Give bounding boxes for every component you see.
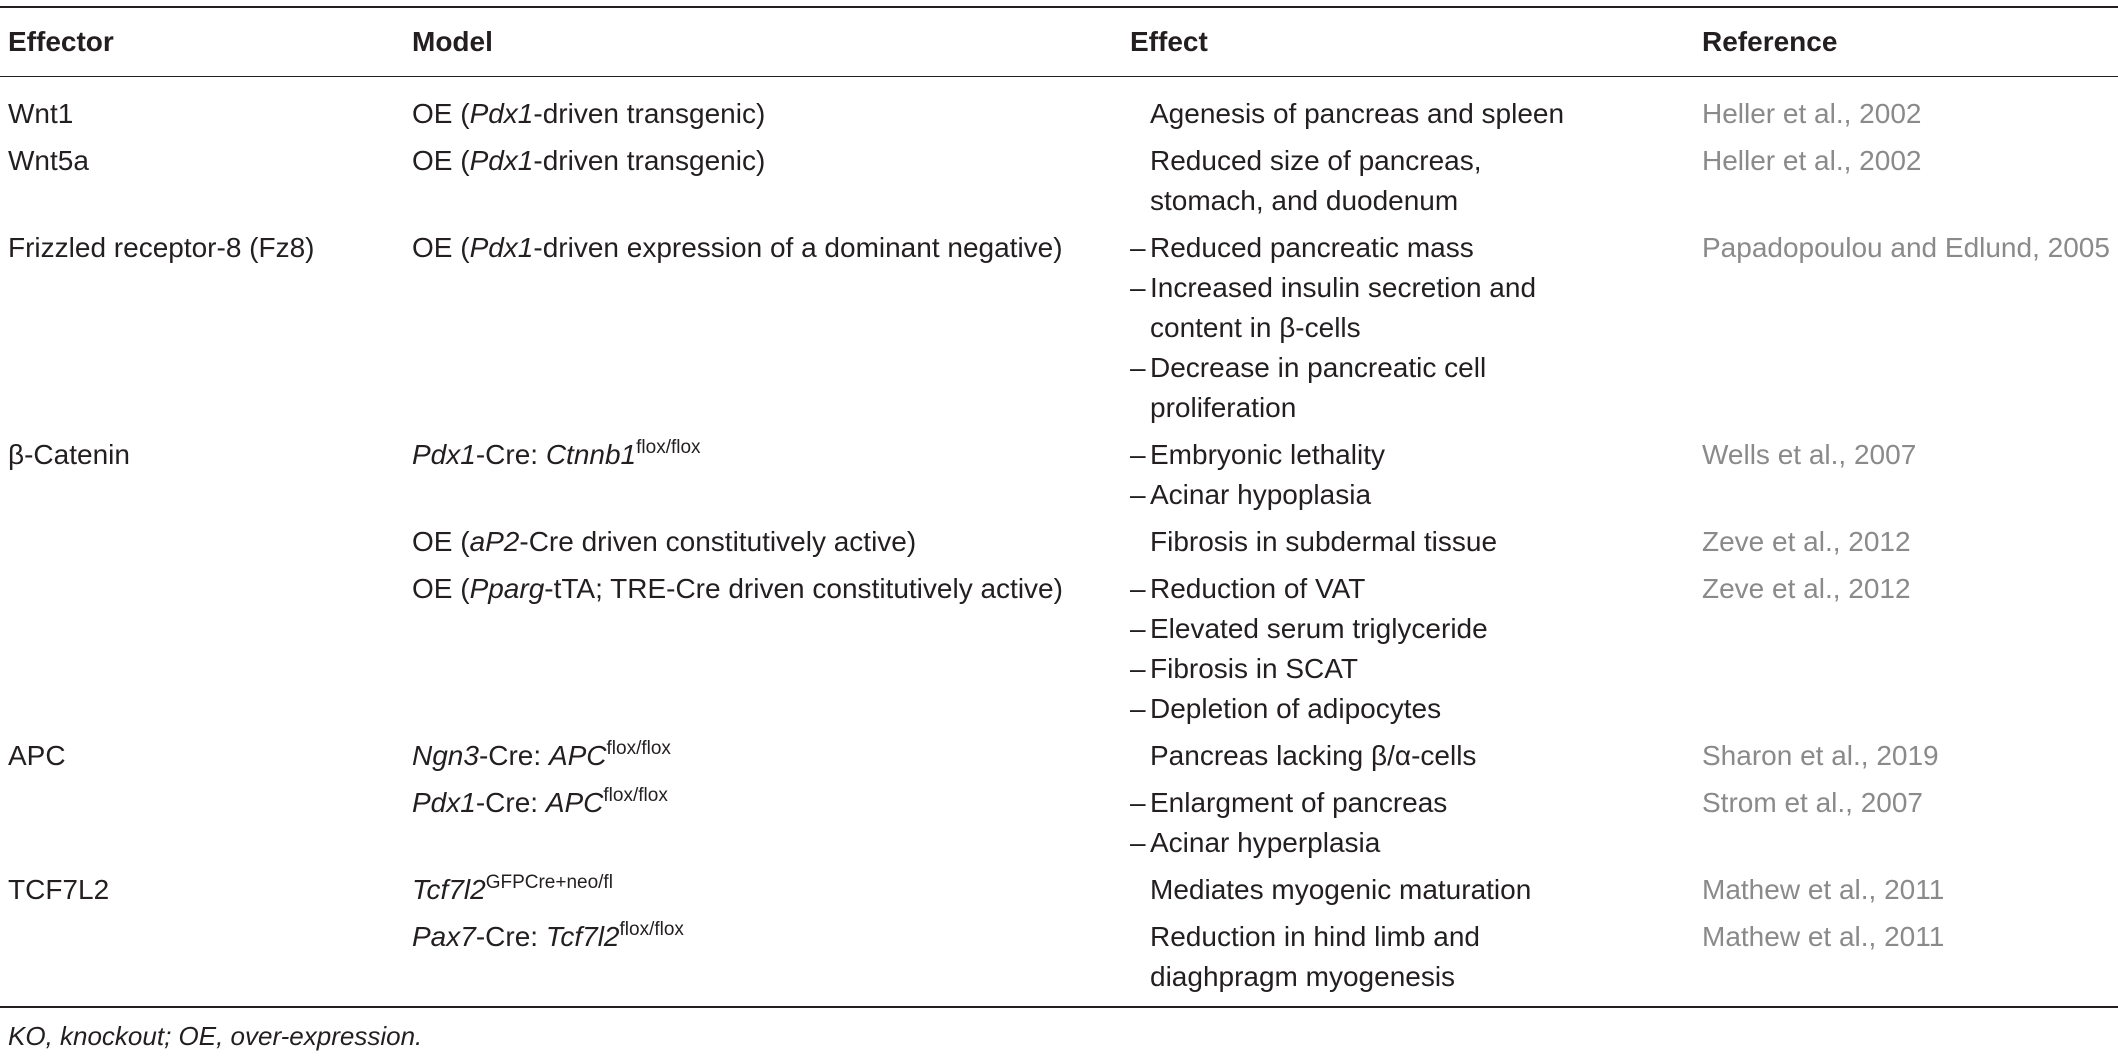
model-gene: Pdx1 (412, 439, 476, 470)
cell-effect (1122, 910, 1694, 1003)
effect-line: Pancreas lacking β/α-cells (1150, 740, 1477, 771)
effect-line: Embryonic lethality (1150, 439, 1385, 470)
effect-line: Depletion of adipocytes (1150, 693, 1442, 724)
table-row (0, 910, 2118, 1003)
cell-effect (1122, 562, 1694, 729)
model-mid: -Cre: (475, 439, 546, 470)
model-mid: -Cre: (475, 787, 546, 818)
effect-bullet-item (1130, 348, 1694, 428)
header-row (0, 8, 2118, 76)
effect-line: Reduced size of pancreas, (1150, 145, 1482, 176)
model-post: -driven transgenic) (533, 145, 766, 176)
header-effect: Effect (1130, 26, 1208, 57)
cell-model (404, 515, 1122, 562)
effect-line: Acinar hypoplasia (1150, 479, 1372, 510)
effect-line: proliferation (1150, 392, 1297, 423)
effect-bullet-item (1130, 823, 1694, 863)
table-row (0, 863, 2118, 910)
cell-model (404, 76, 1122, 134)
model-post: -driven transgenic) (533, 98, 766, 129)
effect-line: Reduction in hind limb and (1150, 921, 1480, 952)
effect-line: Decrease in pancreatic cell (1150, 352, 1487, 383)
bullet-dash: – (1130, 693, 1146, 724)
effect-bullet-item (1130, 228, 1694, 268)
cell-effector: Wnt1 (8, 98, 74, 129)
model-sup: flox/flox (636, 437, 701, 458)
cell-reference: Mathew et al., 2011 (1702, 874, 1945, 905)
cell-effector (0, 515, 404, 562)
cell-reference: Heller et al., 2002 (1702, 98, 1922, 129)
cell-effect (1122, 428, 1694, 515)
model-gene: aP2 (469, 526, 520, 557)
effect-bullet-item (1130, 649, 1694, 689)
model-gene2: APC (545, 787, 604, 818)
cell-effect (1122, 76, 1694, 134)
model-post: -driven expression of a dominant negative) (533, 232, 1063, 263)
cell-effector (0, 910, 404, 1003)
effect-line: Agenesis of pancreas and spleen (1150, 98, 1565, 129)
table-row (0, 221, 2118, 428)
table-row (0, 562, 2118, 729)
effect-bullet-text (1150, 435, 1694, 475)
model-sup: flox/flox (603, 785, 668, 806)
bullet-dash: – (1130, 613, 1146, 644)
cell-effector: Frizzled receptor-8 (Fz8) (8, 232, 315, 263)
effect-bullet-item (1130, 609, 1694, 649)
effect-bullet-text (1150, 348, 1694, 428)
effect-line: Mediates myogenic maturation (1150, 874, 1532, 905)
effect-bullet-text (1150, 609, 1694, 649)
model-gene2: Tcf7l2 (412, 874, 486, 905)
cell-reference: Strom et al., 2007 (1702, 787, 1924, 818)
model-post: -tTA; TRE-Cre driven constitutively active) (544, 573, 1063, 604)
cell-effect (1122, 776, 1694, 863)
model-gene: Pdx1 (412, 787, 476, 818)
table-footnote: KO, knockout; OE, over-expression. (8, 1021, 423, 1051)
effect-bullet-text (1150, 268, 1694, 348)
bottom-rule (0, 1006, 2118, 1008)
effect-bullet-text (1150, 475, 1694, 515)
effect-bullet-text (1150, 569, 1694, 609)
cell-model (404, 776, 1122, 863)
model-pre: OE ( (412, 526, 470, 557)
model-gene: Pdx1 (469, 98, 534, 129)
cell-effector: APC (8, 740, 66, 771)
effect-bullet-text (1150, 649, 1694, 689)
model-pre: OE ( (412, 98, 470, 129)
effect-line: content in β-cells (1150, 312, 1361, 343)
bullet-dash: – (1130, 653, 1146, 684)
cell-reference: Wells et al., 2007 (1702, 439, 1917, 470)
model-gene: Pdx1 (469, 145, 534, 176)
model-sup: GFPCre+neo/fl (485, 872, 613, 893)
cell-effector (0, 562, 404, 729)
cell-effect (1122, 729, 1694, 776)
effect-line: Reduction of VAT (1150, 573, 1366, 604)
model-gene: Pparg (469, 573, 545, 604)
effector-table (0, 8, 2118, 1003)
cell-effect (1122, 863, 1694, 910)
cell-model (404, 729, 1122, 776)
cell-reference: Heller et al., 2002 (1702, 145, 1922, 176)
cell-effector: Wnt5a (8, 145, 89, 176)
model-pre: OE ( (412, 145, 470, 176)
effect-line: Increased insulin secretion and (1150, 272, 1537, 303)
model-sup: flox/flox (619, 919, 684, 940)
cell-effector: TCF7L2 (8, 874, 110, 905)
effect-bullet-item (1130, 435, 1694, 475)
effect-bullet-item (1130, 475, 1694, 515)
model-post: -Cre driven constitutively active) (519, 526, 917, 557)
cell-model (404, 863, 1122, 910)
cell-model (404, 221, 1122, 428)
cell-reference: Papadopoulou and Edlund, 2005 (1702, 232, 2110, 263)
cell-effector (0, 776, 404, 863)
bullet-dash: – (1130, 573, 1146, 604)
bullet-dash: – (1130, 352, 1146, 383)
bullet-dash: – (1130, 827, 1146, 858)
model-gene: Ngn3 (412, 740, 479, 771)
table-row (0, 134, 2118, 221)
bullet-dash: – (1130, 787, 1146, 818)
cell-effect (1122, 221, 1694, 428)
header-reference: Reference (1702, 26, 1838, 57)
model-mid: -Cre: (475, 921, 546, 952)
effect-bullet-item (1130, 689, 1694, 729)
cell-effector: β-Catenin (8, 439, 130, 470)
model-gene: Pdx1 (469, 232, 534, 263)
bullet-dash: – (1130, 479, 1146, 510)
table-row (0, 776, 2118, 863)
effect-line: stomach, and duodenum (1150, 185, 1459, 216)
effect-bullet-item (1130, 268, 1694, 348)
effect-bullet-text (1150, 783, 1694, 823)
cell-model (404, 428, 1122, 515)
effect-line: Reduced pancreatic mass (1150, 232, 1474, 263)
effect-bullet-item (1130, 783, 1694, 823)
table-row (0, 76, 2118, 134)
header-effector: Effector (8, 26, 114, 57)
effect-line: Elevated serum triglyceride (1150, 613, 1488, 644)
cell-effect (1122, 134, 1694, 221)
effect-line: Fibrosis in SCAT (1150, 653, 1358, 684)
model-gene: Pax7 (412, 921, 476, 952)
cell-reference: Sharon et al., 2019 (1702, 740, 1939, 771)
model-gene2: Ctnnb1 (545, 439, 637, 470)
effect-bullet-text (1150, 228, 1694, 268)
cell-model (404, 134, 1122, 221)
bullet-dash: – (1130, 439, 1146, 470)
effect-line: Fibrosis in subdermal tissue (1150, 526, 1498, 557)
effect-bullet-item (1130, 569, 1694, 609)
model-pre: OE ( (412, 232, 470, 263)
model-gene2: Tcf7l2 (545, 921, 620, 952)
model-mid: -Cre: (478, 740, 549, 771)
cell-reference: Mathew et al., 2011 (1702, 921, 1945, 952)
table-body (0, 76, 2118, 1003)
effect-line: Acinar hyperplasia (1150, 827, 1381, 858)
model-pre: OE ( (412, 573, 470, 604)
header-model: Model (412, 26, 493, 57)
effect-line: Enlargment of pancreas (1150, 787, 1448, 818)
cell-reference: Zeve et al., 2012 (1702, 526, 1911, 557)
cell-reference: Zeve et al., 2012 (1702, 573, 1911, 604)
effect-bullet-text (1150, 689, 1694, 729)
bullet-dash: – (1130, 272, 1146, 303)
cell-model (404, 562, 1122, 729)
cell-model (404, 910, 1122, 1003)
model-gene2: APC (548, 740, 607, 771)
effect-bullet-text (1150, 823, 1694, 863)
table-row (0, 515, 2118, 562)
effect-line: diaghpragm myogenesis (1150, 961, 1456, 992)
table-row (0, 428, 2118, 515)
cell-effect (1122, 515, 1694, 562)
bullet-dash: – (1130, 232, 1146, 263)
model-sup: flox/flox (606, 738, 671, 759)
table-row (0, 729, 2118, 776)
